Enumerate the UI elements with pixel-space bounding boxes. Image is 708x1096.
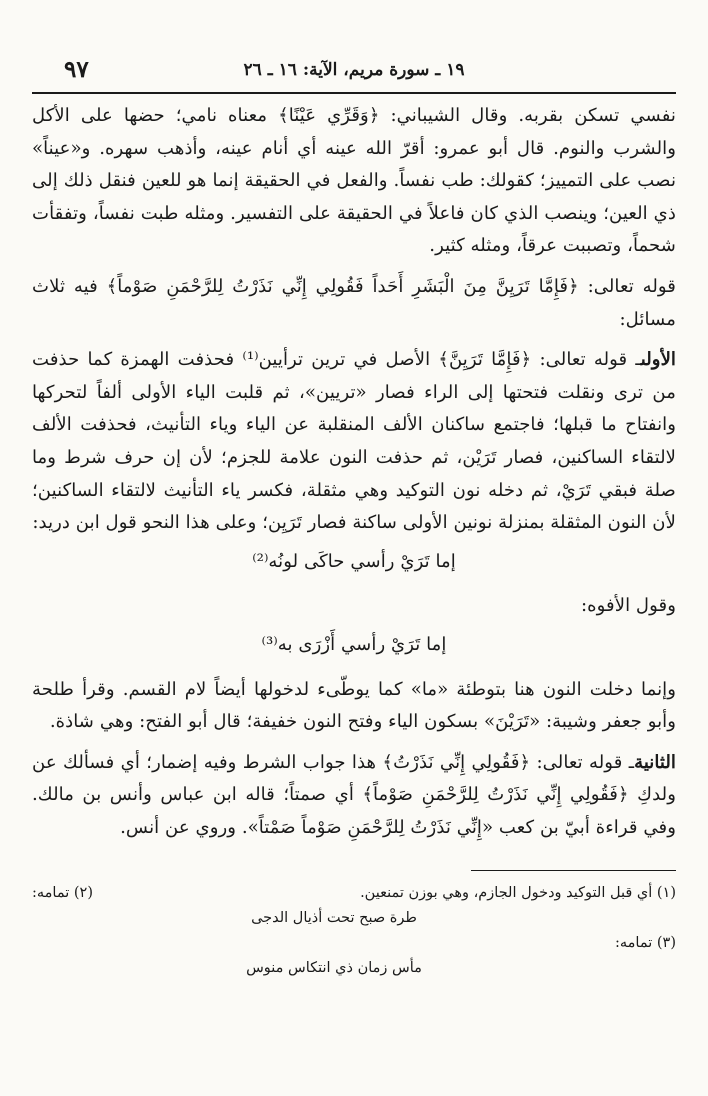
footnotes: [32, 881, 676, 981]
paragraph: وإنما دخلت النون هنا بتوطئة «ما» كما يوطّىء لدخولها أيضاً لام القسم. وقرأ طلحة وأبو جعفر وشيبة: «تَرَيْنَ» بسكون الياء وفتح النون خفيفة؛ قال أبو الفتح: وهي شاذة.: [32, 678, 676, 733]
footnote-verse: مأس زمان ذي انتكاس منوس: [246, 960, 422, 977]
paragraph: [32, 344, 676, 540]
footnote-row: [32, 881, 676, 906]
header-title: ١٩ ـ سورة مريم، الآية: ١٦ ـ ٢٦: [243, 60, 465, 80]
running-header: [32, 52, 676, 92]
footnote-rule: [471, 870, 676, 871]
header-rule: [32, 92, 676, 94]
paragraph-text: ـ قوله تعالى: ﴿فَإِمَّا تَرَيِنَّ﴾ الأصل في ترين ترأيين⁽¹⁾ فحذفت الهمزة كما حذفت من ترى ونقلت فتحتها إلى الراء فصار «تريين»، ثم قلبت الياء الأولى ألفاً لتحركها وانفتاح ما قبلها؛ فاجتمع ساكنان الألف المنقلبة عن الياء وياء التأنيث، فحذفت الألف لالتقاء الساكنين، فصار تَرَيْن، ثم حذفت النون علامة للجزم؛ لأن إن حرف شرط وما صلة فبقي تَرَيْ، ثم دخله نون التوكيد وهي مثقلة، فكسر ياء التأنيث لالتقاء الساكنين؛ لأن النون المثقلة بمنزلة نونين الأولى ساكنة فصار تَرَيِن؛ وعلى هذا النحو قول ابن دريد:: [32, 349, 676, 534]
issue-heading: الثانية: [634, 751, 676, 773]
paragraph: وقول الأفوه:: [580, 595, 676, 617]
paragraph: قوله تعالى: ﴿فَإِمَّا تَرَيِنَّ مِنَ الْبَشَرِ أَحَداً فَقُولِي إِنِّي نَذَرْتُ لِلرَّحْمَنِ صَوْماً﴾ فيه ثلاث مسائل:: [32, 275, 676, 330]
paragraph: نفسي تسكن بقربه. وقال الشيباني: ﴿وَقَرِّي عَيْنًا﴾ معناه نامي؛ حضها على الأكل والشرب والنوم. قال أبو عمرو: أقرّ الله عينه أي أنام عينه، وأذهب سهره. و«عيناً» نصب على التمييز؛ كقولك: طب نفساً. والفعل في الحقيقة إنما هو للعين فنقل ذلك إلى ذي العين؛ وينصب الذي كان فاعلاً في الحقيقة على التفسير. ومثله طبت نفساً، وتفقأت شحماً، وتصببت عرقاً، ومثله كثير.: [32, 105, 676, 257]
verse-line: إما تَرَيْ رأسي حاكَى لونُه⁽²⁾: [252, 550, 456, 572]
main-text: [32, 100, 676, 844]
footnote-verse: طرة صبح تحت أذيال الدجى: [251, 910, 417, 927]
verse-line: إما تَرَيْ رأسي أَزْرَى به⁽³⁾: [261, 633, 447, 655]
paragraph-text: ـ قوله تعالى: ﴿فَقُولِي إِنِّي نَذَرْتُ﴾ هذا جواب الشرط وفيه إضمار؛ أي فسألك عن ولدكِ ﴿فَقُولِي إِنِّي نَذَرْتُ لِلرَّحْمَنِ صَوْماً﴾ أي صمتاً؛ قاله ابن عباس وأنس بن مالك. وفي قراءة أبيّ بن كعب «إِنِّي نَذَرْتُ لِلرَّحْمَنِ صَوْماً صَمْتاً». وروي عن أنس.: [32, 751, 676, 838]
issue-heading: الأولى: [640, 349, 676, 371]
footnote: (٢) تمامه:: [32, 885, 93, 902]
footnote: (٣) تمامه:: [615, 935, 676, 952]
footnote: (١) أي قبل التوكيد ودخول الجازم، وهي بوزن تمنعين.: [360, 885, 676, 902]
paragraph: [32, 747, 676, 845]
page-number: ٩٧: [64, 56, 89, 83]
